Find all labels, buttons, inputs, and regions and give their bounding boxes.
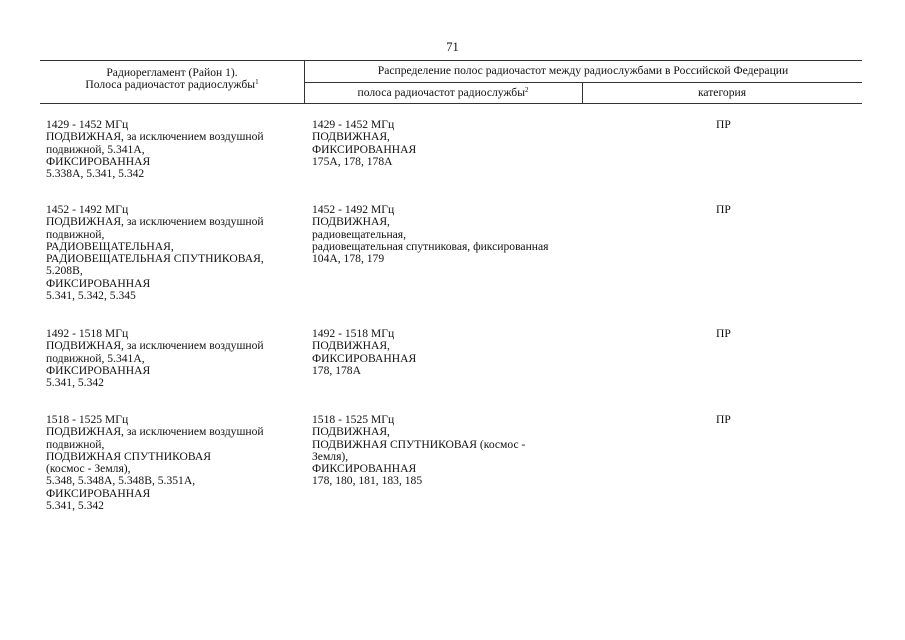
- row-1-category: ПР: [716, 118, 731, 131]
- row-4-category: ПР: [716, 413, 731, 426]
- regulation-column-header: [40, 67, 304, 92]
- row-2-band: 1452 - 1492 МГц ПОДВИЖНАЯ, радиовещательная, радиовещательная спутниковая, фиксированная 104А, 178, 179: [312, 203, 549, 266]
- row-2-regulation: 1452 - 1492 МГц ПОДВИЖНАЯ, за исключением воздушной подвижной, РАДИОВЕЩАТЕЛЬНАЯ, РАДИОВЕЩАТЕЛЬНАЯ СПУТНИКОВАЯ, 5.208В, ФИКСИРОВАННАЯ 5.341, 5.342, 5.345: [46, 203, 264, 303]
- page-number: 71: [446, 40, 459, 54]
- table-top-rule: [40, 60, 862, 61]
- footnote-marker-2: 2: [525, 86, 529, 94]
- footnote-marker-1: 1: [255, 78, 259, 87]
- row-3-band: 1492 - 1518 МГц ПОДВИЖНАЯ, ФИКСИРОВАННАЯ 178, 178А: [312, 327, 417, 377]
- regulation-header-line2: Полоса радиочастот радиослужбы$^1$: [85, 78, 259, 92]
- regulation-header-line1: Радиорегламент (Район 1).: [106, 66, 238, 79]
- category-column-header: категория: [697, 86, 747, 99]
- row-3-category: ПР: [716, 327, 731, 340]
- row-2-category: ПР: [716, 203, 731, 216]
- band-column-header: полоса радиочастот радиослужбы$^2$: [357, 86, 529, 99]
- distribution-header-title: Распределение полос радиочастот между радиослужбами в Российской Федерации: [377, 64, 789, 77]
- header-sub-rule: [304, 82, 862, 83]
- row-1-regulation: 1429 - 1452 МГц ПОДВИЖНАЯ, за исключением воздушной подвижной, 5.341А, ФИКСИРОВАННАЯ 5.338А, 5.341, 5.342: [46, 118, 264, 181]
- row-4-band: 1518 - 1525 МГц ПОДВИЖНАЯ, ПОДВИЖНАЯ СПУТНИКОВАЯ (космос - Земля), ФИКСИРОВАННАЯ 178, 180, 181, 183, 185: [312, 413, 526, 488]
- row-4-regulation: 1518 - 1525 МГц ПОДВИЖНАЯ, за исключением воздушной подвижной, ПОДВИЖНАЯ СПУТНИКОВАЯ (космос - Земля), 5.348, 5.348А, 5.348В, 5.351А, ФИКСИРОВАННАЯ 5.341, 5.342: [46, 413, 264, 513]
- row-1-band: 1429 - 1452 МГц ПОДВИЖНАЯ, ФИКСИРОВАННАЯ 175А, 178, 178А: [312, 118, 417, 168]
- header-bottom-rule: [40, 103, 862, 104]
- row-3-regulation: 1492 - 1518 МГц ПОДВИЖНАЯ, за исключением воздушной подвижной, 5.341А, ФИКСИРОВАННАЯ 5.341, 5.342: [46, 327, 264, 390]
